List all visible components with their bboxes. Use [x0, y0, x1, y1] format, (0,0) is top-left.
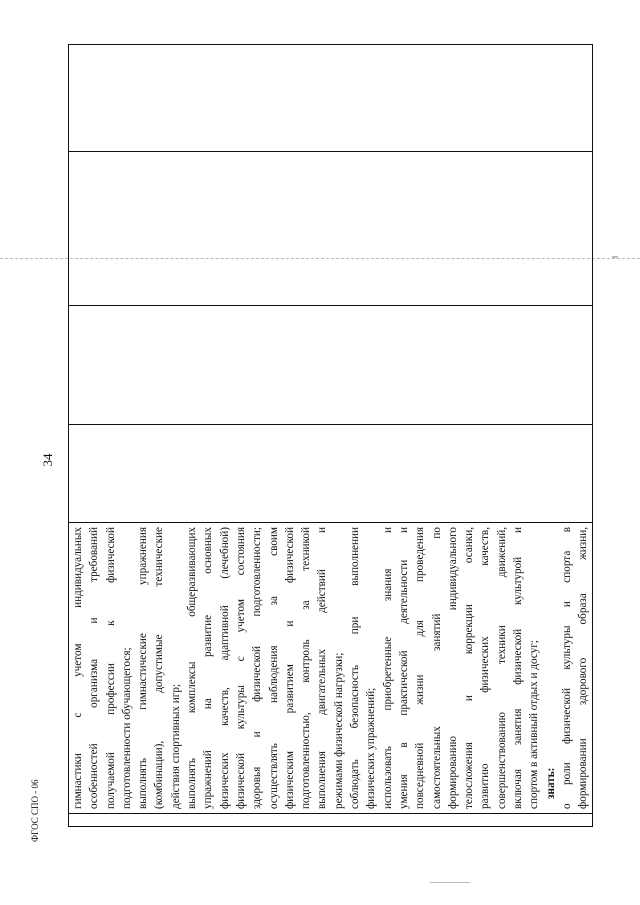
- requirement-line: телосложения и коррекции осанки,: [463, 527, 476, 809]
- table-cell-empty: [69, 152, 593, 306]
- requirement-line: формировании здорового образа жизни,: [577, 527, 590, 809]
- requirement-line: умения в практической деятельности и: [397, 527, 410, 809]
- requirement-line: о роли физической культуры и спорта в: [560, 527, 573, 809]
- table-cell-requirements: [69, 523, 593, 814]
- requirement-line: гимнастики с учетом индивидуальных: [72, 527, 84, 809]
- requirement-line: физической культуры с учетом состояния: [234, 527, 247, 809]
- table-cell-empty: [69, 45, 593, 152]
- requirement-line: действия спортивных игр;: [169, 683, 182, 809]
- requirements-text: [70, 527, 592, 809]
- requirement-line: соблюдать безопасность при выполнении: [349, 527, 362, 809]
- requirement-line: спортом в активный отдых и досуг;: [528, 639, 541, 809]
- scan-speck: [612, 256, 618, 258]
- requirement-line: упражнений на развитие основных: [202, 527, 215, 809]
- requirement-line: выполнять гимнастические упражнения: [137, 527, 150, 809]
- requirement-line: формированию индивидуального: [446, 527, 459, 809]
- requirement-line: получаемой профессии к физической: [104, 527, 117, 809]
- table-cell-empty: [69, 425, 593, 523]
- requirement-line: физических упражнений;: [365, 687, 378, 809]
- scan-speck: [430, 882, 470, 883]
- requirement-line: самостоятельных занятий по: [430, 527, 443, 809]
- table-cell-index: [69, 814, 593, 827]
- requirement-line: физическим развитием и физической: [283, 527, 296, 809]
- requirement-line: особенностей организма и требований: [88, 527, 101, 809]
- requirement-line: развитию физических качеств,: [479, 527, 492, 809]
- document-footer: ФГОС СПО - 06: [30, 779, 40, 842]
- requirement-line: подготовленностью, контроль за техникой: [300, 527, 313, 809]
- requirement-line: осуществлять наблюдения за своим: [267, 527, 280, 809]
- requirement-line: выполнять комплексы общеразвивающих: [186, 527, 199, 809]
- requirement-line: совершенствованию техники движений,: [495, 527, 508, 809]
- requirement-line: знать:: [544, 767, 557, 799]
- curriculum-table-grid: [68, 44, 593, 827]
- requirement-line: физических качеств, адаптивной (лечебной): [218, 527, 231, 809]
- requirement-line: режимами физической нагрузки;: [332, 652, 345, 809]
- requirement-line: подготовленности обучающегося;: [120, 647, 133, 809]
- page-number: 34: [40, 453, 55, 467]
- table-cell-empty: [69, 306, 593, 425]
- curriculum-table: [68, 59, 590, 827]
- requirement-line: включая занятия физической культурой и: [512, 527, 525, 809]
- table-row: [69, 45, 593, 827]
- requirement-line: (комбинации), допустимые технические: [153, 527, 166, 809]
- requirement-line: использовать приобретенные знания и: [381, 527, 394, 809]
- requirement-line: повседневной жизни для проведения: [414, 527, 427, 809]
- requirement-line: здоровья и физической подготовленности;: [251, 527, 264, 809]
- requirement-line: выполнения двигательных действий и: [316, 527, 329, 809]
